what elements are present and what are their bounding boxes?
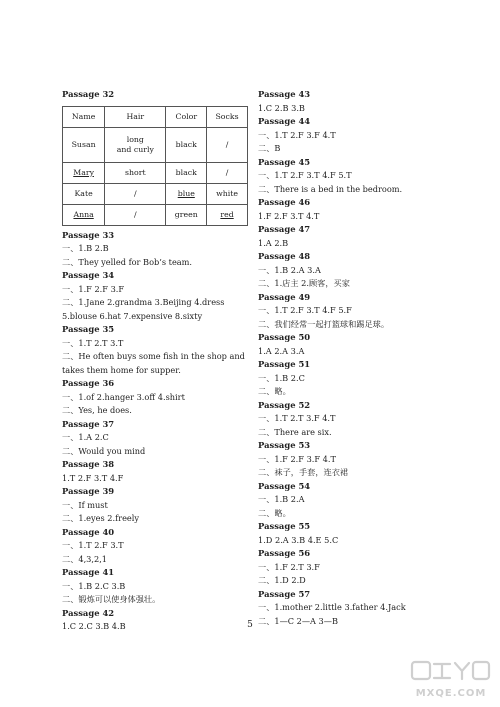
table-row bbox=[63, 204, 248, 225]
passage-heading: Passage 38 bbox=[62, 459, 115, 469]
answer-line: 二、1.eyes 2.freely bbox=[62, 513, 139, 523]
answer-line: 一、1.T 2.F 3.T 4.F 5.T bbox=[258, 170, 352, 180]
answer-line: 二、锻炼可以使身体强壮。 bbox=[62, 594, 161, 604]
passage-heading: Passage 40 bbox=[62, 526, 115, 537]
answer-line: 5.blouse 6.hat 7.expensive 8.sixty bbox=[62, 310, 203, 321]
table-row bbox=[63, 127, 248, 162]
answer-line: 二、我们经常一起打篮球和踢足球。 bbox=[258, 318, 390, 329]
answer-line: takes them home for supper. bbox=[62, 364, 181, 375]
answer-line: 二、4,3,2,1 bbox=[62, 553, 108, 564]
table-cell: / bbox=[207, 162, 248, 183]
answer-line: 一、1.A 2.C bbox=[62, 432, 109, 442]
answer-line: 二、1.D 2.D bbox=[258, 575, 306, 585]
passage-heading: Passage 36 bbox=[62, 378, 115, 388]
answer-line: 二、1.店主 2.顾客，买家 bbox=[258, 278, 350, 288]
table-cell: red bbox=[207, 204, 248, 225]
passage-heading: Passage 39 bbox=[62, 486, 115, 496]
answer-line: 二、袜子，手套，连衣裙 bbox=[258, 467, 349, 477]
table-cell: black bbox=[166, 162, 207, 183]
answer-line: 一、1.F 2.F 3.F bbox=[62, 283, 125, 294]
table-cell: Kate bbox=[63, 183, 105, 204]
answer-line: 1.C 2.C 3.B 4.B bbox=[62, 621, 126, 631]
answer-line: 一、1.mother 2.little 3.father 4.Jack bbox=[258, 602, 406, 612]
answer-table bbox=[62, 106, 248, 226]
answer-line: 二、1—C 2—A 3—B bbox=[258, 615, 338, 626]
answer-line: 1.C 2.B 3.B bbox=[258, 102, 305, 113]
passage-heading: Passage 41 bbox=[62, 567, 115, 577]
table-cell: short bbox=[105, 162, 166, 183]
table-cell: green bbox=[166, 204, 207, 225]
table-cell: long and curly bbox=[105, 127, 166, 162]
answer-line: 一、1.B 2.A 3.A bbox=[258, 264, 321, 275]
answer-line: 1.F 2.F 3.T 4.T bbox=[258, 210, 320, 221]
answer-line: 一、1.B 2.C bbox=[258, 372, 305, 383]
answer-line: 二、They yelled for Bob’s team. bbox=[62, 256, 193, 267]
passage-heading: Passage 49 bbox=[258, 291, 311, 302]
passage-heading: Passage 33 bbox=[62, 229, 115, 240]
table-cell: black bbox=[166, 127, 207, 162]
table-row bbox=[63, 183, 248, 204]
passage-heading: Passage 51 bbox=[258, 359, 311, 369]
table-cell: Anna bbox=[63, 204, 105, 225]
table-cell: blue bbox=[166, 183, 207, 204]
answer-line: 一、1.T 2.F 3.F 4.T bbox=[258, 129, 336, 140]
answer-line: 一、1.B 2.B bbox=[62, 243, 109, 253]
passage-heading: Passage 56 bbox=[258, 548, 311, 558]
answer-line: 二、略。 bbox=[258, 507, 291, 518]
table-header-cell: Color bbox=[166, 106, 207, 127]
passage-heading: Passage 57 bbox=[258, 588, 311, 599]
passage-heading: Passage 32 bbox=[62, 89, 115, 99]
answer-line: 二、There is a bed in the bedroom. bbox=[258, 183, 403, 194]
answer-line: 一、1.T 2.F 3.T bbox=[62, 540, 124, 550]
page-number: 5 bbox=[247, 620, 253, 630]
answer-line: 1.T 2.F 3.T 4.F bbox=[62, 472, 124, 483]
answer-line: 1.A 2.A 3.A bbox=[258, 345, 305, 356]
answer-line: 一、1.F 2.F 3.F 4.T bbox=[258, 453, 336, 464]
table-cell: Susan bbox=[63, 127, 105, 162]
answer-line: 一、1.B 2.A bbox=[258, 494, 305, 504]
answer-line: 1.A 2.B bbox=[258, 237, 289, 248]
answer-line: 一、1.T 2.T 3.F 4.T bbox=[258, 413, 336, 423]
answer-line: 二、He often buys some fish in the shop and bbox=[62, 351, 245, 361]
passage-heading: Passage 44 bbox=[258, 116, 311, 126]
right-column bbox=[258, 88, 448, 628]
answer-line: 一、If must bbox=[62, 499, 108, 510]
answer-line: 二、There are six. bbox=[258, 426, 332, 437]
svg-text:MXQE.COM: MXQE.COM bbox=[415, 688, 487, 699]
passage-heading: Passage 42 bbox=[62, 607, 115, 618]
table-cell: white bbox=[207, 183, 248, 204]
table-cell: / bbox=[105, 204, 166, 225]
table-header-cell: Hair bbox=[105, 106, 166, 127]
passage-heading: Passage 48 bbox=[258, 251, 311, 261]
table-cell: / bbox=[105, 183, 166, 204]
left-column bbox=[62, 88, 248, 634]
watermark-logo bbox=[410, 659, 492, 701]
passage-heading: Passage 53 bbox=[258, 440, 311, 450]
passage-heading: Passage 46 bbox=[258, 197, 311, 207]
table-header-cell: Socks bbox=[207, 106, 248, 127]
table-header-cell: Name bbox=[63, 106, 105, 127]
table-row bbox=[63, 106, 248, 127]
passage-heading: Passage 50 bbox=[258, 332, 311, 342]
passage-heading: Passage 52 bbox=[258, 399, 311, 410]
passage-heading: Passage 43 bbox=[258, 89, 311, 99]
answer-line: 一、1.B 2.C 3.B bbox=[62, 580, 126, 591]
answer-line: 二、略。 bbox=[258, 386, 291, 396]
answer-line: 一、1.of 2.hanger 3.off 4.shirt bbox=[62, 391, 185, 402]
passage-heading: Passage 34 bbox=[62, 270, 115, 280]
passage-heading: Passage 47 bbox=[258, 224, 311, 234]
passage-heading: Passage 45 bbox=[258, 156, 311, 167]
table-cell: Mary bbox=[63, 162, 105, 183]
answer-line: 二、B bbox=[258, 143, 281, 153]
passage-heading: Passage 37 bbox=[62, 418, 115, 429]
answer-line: 一、1.F 2.T 3.F bbox=[258, 561, 320, 572]
answer-line: 二、Would you mind bbox=[62, 445, 146, 456]
passage-heading: Passage 55 bbox=[258, 521, 311, 531]
answer-line: 二、1.Jane 2.grandma 3.Beijing 4.dress bbox=[62, 297, 225, 307]
passage-heading: Passage 54 bbox=[258, 480, 311, 491]
answer-line: 一、1.T 2.F 3.T 4.F 5.F bbox=[258, 305, 352, 315]
answer-line: 1.D 2.A 3.B 4.E 5.C bbox=[258, 534, 339, 545]
answer-line: 一、1.T 2.T 3.T bbox=[62, 337, 124, 348]
table-cell: / bbox=[207, 127, 248, 162]
answer-line: 二、Yes, he does. bbox=[62, 405, 132, 415]
passage-heading: Passage 35 bbox=[62, 324, 115, 334]
table-row bbox=[63, 162, 248, 183]
